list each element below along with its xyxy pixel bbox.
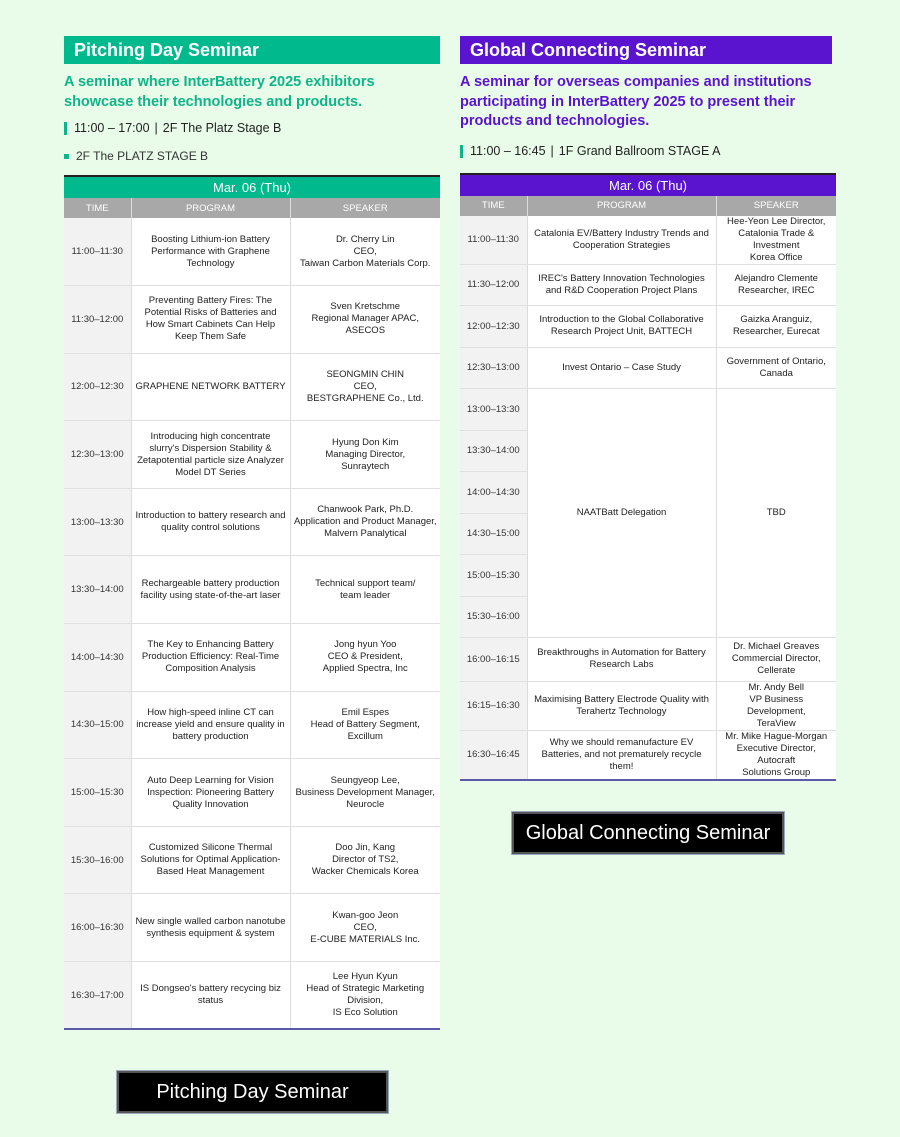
row-time: 16:00–16:30 xyxy=(64,894,131,962)
table-row xyxy=(64,353,440,421)
pitching-date: Mar. 06 (Thu) xyxy=(64,176,440,198)
global-date: Mar. 06 (Thu) xyxy=(460,174,836,196)
pitching-venue-bullet: 2F The PLATZ STAGE B xyxy=(64,149,440,163)
row-time: 15:30–16:00 xyxy=(64,826,131,894)
row-time: 13:30–14:00 xyxy=(460,430,527,472)
header-program: PROGRAM xyxy=(131,198,290,218)
row-program: Rechargeable battery production facility using state-of-the-art laser xyxy=(131,556,290,624)
row-program: IREC's Battery Innovation Technologies and R&D Cooperation Project Plans xyxy=(527,264,716,306)
global-time-venue: 11:00 – 16:45 | 1F Grand Ballroom STAGE A xyxy=(460,144,836,159)
global-time: 11:00 – 16:45 xyxy=(470,143,546,158)
row-time: 12:00–12:30 xyxy=(460,306,527,348)
row-speaker: SEONGMIN CHIN CEO, BESTGRAPHENE Co., Ltd. xyxy=(290,353,440,421)
row-speaker: Dr. Michael Greaves Commercial Director, Cellerate xyxy=(716,638,836,682)
table-row xyxy=(460,347,836,389)
row-program: Introduction to the Global Collaborative Research Project Unit, BATTECH xyxy=(527,306,716,348)
row-speaker: Mr. Mike Hague-Morgan Executive Director, Autocraft Solutions Group xyxy=(716,730,836,780)
row-time: 14:00–14:30 xyxy=(64,624,131,692)
row-speaker: Lee Hyun Kyun Head of Strategic Marketing Division, IS Eco Solution xyxy=(290,962,440,1030)
row-time: 13:00–13:30 xyxy=(64,488,131,556)
row-program: Boosting Lithium-ion Battery Performance with Graphene Technology xyxy=(131,218,290,286)
row-time: 14:30–15:00 xyxy=(460,513,527,555)
global-section xyxy=(460,36,836,781)
table-row xyxy=(64,826,440,894)
row-speaker: Technical support team/ team leader xyxy=(290,556,440,624)
header-time: TIME xyxy=(460,196,527,216)
row-speaker: Emil Espes Head of Battery Segment, Excillum xyxy=(290,691,440,759)
row-speaker: Hee-Yeon Lee Director, Catalonia Trade & Investment Korea Office xyxy=(716,216,836,265)
row-program: GRAPHENE NETWORK BATTERY xyxy=(131,353,290,421)
table-row xyxy=(64,286,440,354)
row-program: IS Dongseo's battery recycing biz status xyxy=(131,962,290,1030)
row-program: Breakthroughs in Automation for Battery Research Labs xyxy=(527,638,716,682)
row-speaker: Mr. Andy Bell VP Business Development, TeraView xyxy=(716,681,836,730)
row-time: 16:30–17:00 xyxy=(64,962,131,1030)
row-speaker: Gaizka Aranguiz, Researcher, Eurecat xyxy=(716,306,836,348)
row-time: 16:15–16:30 xyxy=(460,681,527,730)
pitching-title: Pitching Day Seminar xyxy=(64,36,440,64)
merged-speaker: TBD xyxy=(716,389,836,638)
row-time: 11:00–11:30 xyxy=(64,218,131,286)
row-time: 11:00–11:30 xyxy=(460,216,527,265)
table-row xyxy=(460,306,836,348)
row-time: 14:00–14:30 xyxy=(460,472,527,514)
row-speaker: Kwan-goo Jeon CEO, E-CUBE MATERIALS Inc. xyxy=(290,894,440,962)
global-label: Global Connecting Seminar xyxy=(512,812,784,854)
row-time: 14:30–15:00 xyxy=(64,691,131,759)
row-speaker: Dr. Cherry Lin CEO, Taiwan Carbon Materials Corp. xyxy=(290,218,440,286)
pitching-schedule-table xyxy=(64,175,440,1030)
row-program: Customized Silicone Thermal Solutions for Optimal Application-Based Heat Management xyxy=(131,826,290,894)
row-time: 15:30–16:00 xyxy=(460,596,527,638)
row-time: 16:00–16:15 xyxy=(460,638,527,682)
row-program: Why we should remanufacture EV Batteries, and not prematurely recycle them! xyxy=(527,730,716,780)
table-row xyxy=(64,962,440,1030)
row-time: 12:30–13:00 xyxy=(460,347,527,389)
row-program: Catalonia EV/Battery Industry Trends and Cooperation Strategies xyxy=(527,216,716,265)
table-row xyxy=(64,556,440,624)
row-program: Introducing high concentrate slurry's Dispersion Stability & Zetapotential particle size Analyzer Model DT Series xyxy=(131,421,290,489)
row-program: Auto Deep Learning for Vision Inspection: Pioneering Battery Quality Innovation xyxy=(131,759,290,827)
row-time: 16:30–16:45 xyxy=(460,730,527,780)
header-program: PROGRAM xyxy=(527,196,716,216)
header-speaker: SPEAKER xyxy=(290,198,440,218)
row-speaker: Government of Ontario, Canada xyxy=(716,347,836,389)
row-program: New single walled carbon nanotube synthesis equipment & system xyxy=(131,894,290,962)
global-title: Global Connecting Seminar xyxy=(460,36,832,64)
pitching-subtitle: A seminar where InterBattery 2025 exhibitors showcase their technologies and products. xyxy=(64,74,375,110)
row-speaker: Hyung Don Kim Managing Director, Sunraytech xyxy=(290,421,440,489)
table-row xyxy=(64,218,440,286)
row-time: 15:00–15:30 xyxy=(64,759,131,827)
header-time: TIME xyxy=(64,198,131,218)
row-time: 11:30–12:00 xyxy=(64,286,131,354)
table-row xyxy=(64,759,440,827)
pitching-section xyxy=(64,36,440,1030)
row-program: How high-speed inline CT can increase yield and ensure quality in battery production xyxy=(131,691,290,759)
pitching-time: 11:00 – 17:00 xyxy=(74,121,150,135)
row-time: 12:00–12:30 xyxy=(64,353,131,421)
table-row xyxy=(64,488,440,556)
row-program: Maximising Battery Electrode Quality with Terahertz Technology xyxy=(527,681,716,730)
global-venue: 1F Grand Ballroom STAGE A xyxy=(558,143,721,158)
pitching-time-venue: 11:00 – 17:00 | 2F The Platz Stage B xyxy=(64,121,440,136)
table-row xyxy=(460,638,836,682)
row-time: 13:30–14:00 xyxy=(64,556,131,624)
table-row xyxy=(64,624,440,692)
merged-program: NAATBatt Delegation xyxy=(527,389,716,638)
row-speaker: Seungyeop Lee, Business Development Manager, Neurocle xyxy=(290,759,440,827)
pitching-label: Pitching Day Seminar xyxy=(117,1071,388,1113)
global-subtitle: A seminar for overseas companies and institutions participating in InterBattery 2025 to present their products and technologies. xyxy=(460,74,812,129)
row-time: 11:30–12:00 xyxy=(460,264,527,306)
row-speaker: Alejandro Clemente Researcher, IREC xyxy=(716,264,836,306)
row-time: 15:00–15:30 xyxy=(460,555,527,597)
table-row xyxy=(64,894,440,962)
row-speaker: Jong hyun Yoo CEO & President, Applied Spectra, Inc xyxy=(290,624,440,692)
table-row xyxy=(460,264,836,306)
table-row xyxy=(460,730,836,780)
row-program: Preventing Battery Fires: The Potential Risks of Batteries and How Smart Cabinets Can Help Keep Them Safe xyxy=(131,286,290,354)
table-row xyxy=(64,691,440,759)
pitching-venue: 2F The Platz Stage B xyxy=(162,121,282,135)
row-speaker: Sven Kretschme Regional Manager APAC, ASECOS xyxy=(290,286,440,354)
table-row xyxy=(64,421,440,489)
row-program: Introduction to battery research and quality control solutions xyxy=(131,488,290,556)
row-speaker: Chanwook Park, Ph.D. Application and Product Manager, Malvern Panalytical xyxy=(290,488,440,556)
row-time: 13:00–13:30 xyxy=(460,389,527,431)
table-row xyxy=(460,681,836,730)
table-row xyxy=(460,389,836,431)
row-time: 12:30–13:00 xyxy=(64,421,131,489)
table-row xyxy=(460,216,836,265)
global-schedule-table xyxy=(460,173,836,781)
header-speaker: SPEAKER xyxy=(716,196,836,216)
row-program: Invest Ontario – Case Study xyxy=(527,347,716,389)
row-speaker: Doo Jin, Kang Director of TS2, Wacker Chemicals Korea xyxy=(290,826,440,894)
row-program: The Key to Enhancing Battery Production Efficiency: Real-Time Composition Analysis xyxy=(131,624,290,692)
